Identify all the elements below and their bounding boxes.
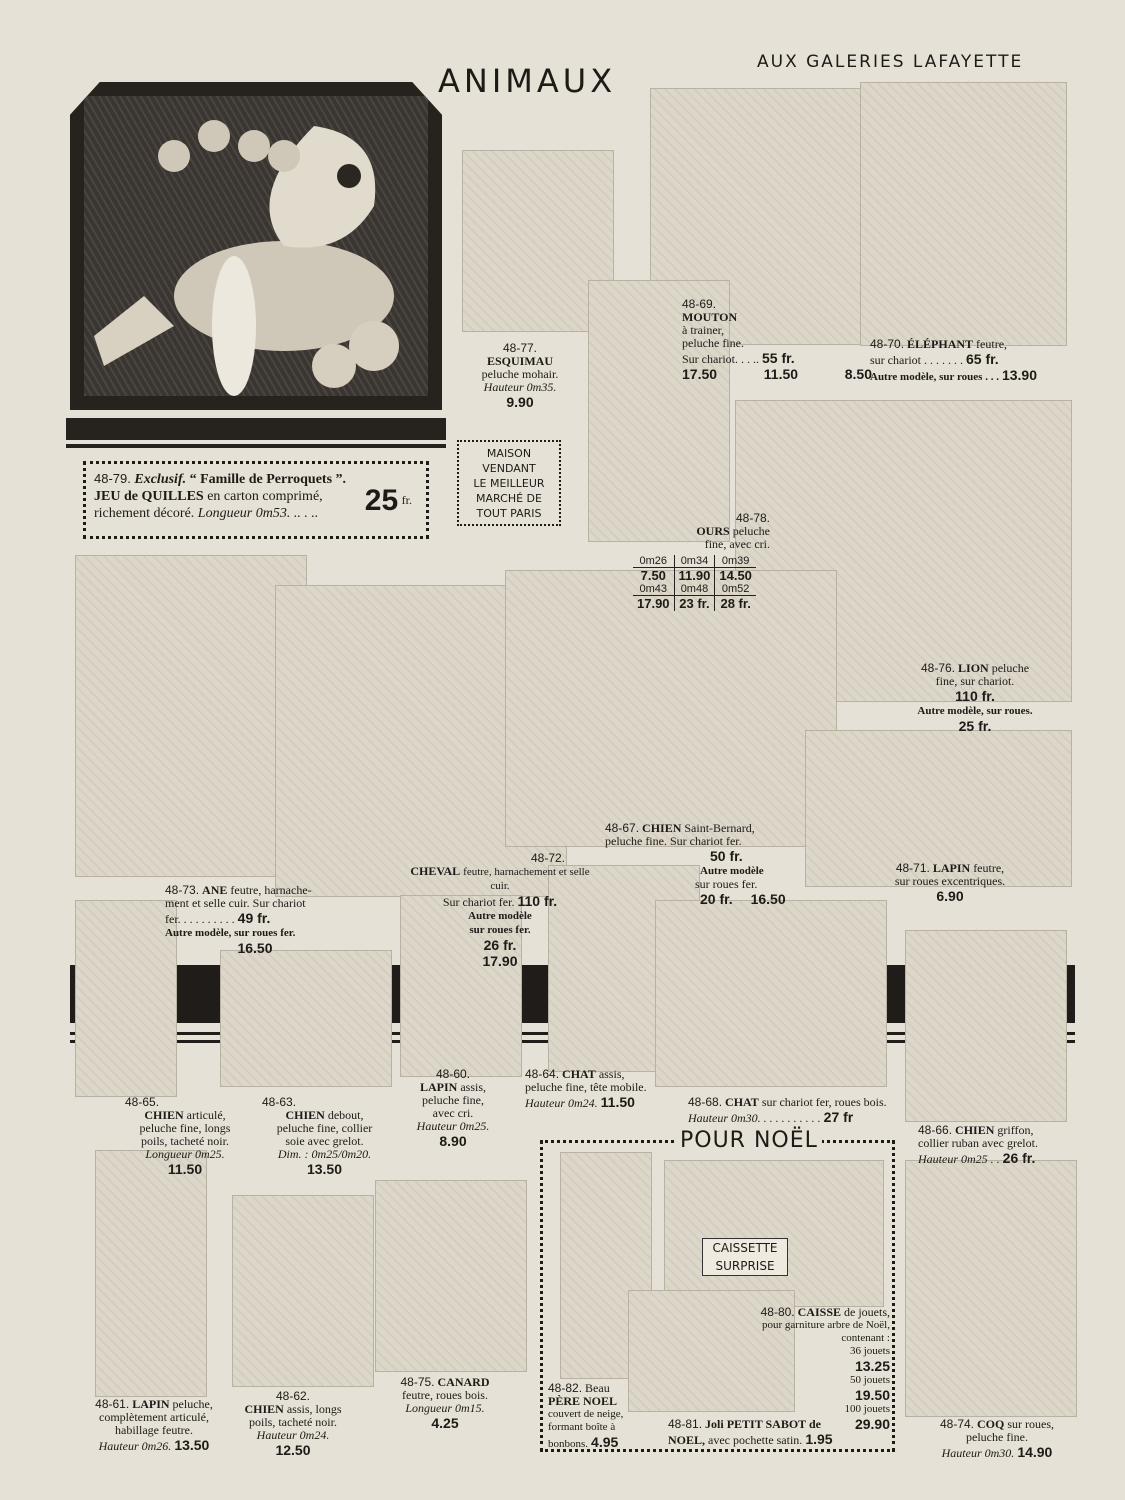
mouton-caption <box>682 297 872 382</box>
lapin-61-ref: 48-61. <box>95 1397 130 1411</box>
chien-63-desc2: peluche fine, collier <box>276 1121 373 1135</box>
lapin-61-caption <box>94 1398 214 1453</box>
lion-price2: 25 fr. <box>958 718 992 734</box>
coq-price: 14.90 <box>1017 1444 1053 1460</box>
parrot-illustration <box>84 96 428 396</box>
lion-desc3: Autre modèle, sur roues. <box>917 705 1033 717</box>
pere-noel-caption <box>548 1382 628 1451</box>
caisse-desc2: pour garniture arbre de Noël, <box>762 1319 890 1331</box>
caisse-row-3-label: 100 jouets <box>844 1403 890 1415</box>
cheval-price1: 110 fr. <box>517 893 558 909</box>
canard-size: Longueur 0m15. <box>405 1401 485 1415</box>
perroquets-longueur: Longueur 0m53. .. . .. <box>197 506 319 521</box>
caisse-desc1: de jouets, <box>844 1305 890 1319</box>
chien-63-desc1: debout, <box>327 1108 364 1122</box>
cheval-desc2: Sur chariot fer. <box>442 895 515 909</box>
chien-65-caption <box>125 1096 245 1177</box>
ane-caption <box>165 884 345 956</box>
coq-desc2: peluche fine. <box>966 1430 1028 1444</box>
dog-articulated-illustration <box>75 900 177 1097</box>
lapin-feutre-ref: 48-71. <box>895 861 930 875</box>
canard-desc1: feutre, roues bois. <box>402 1388 488 1402</box>
elephant-desc1: feutre, <box>976 337 1008 351</box>
cheval-name: CHEVAL <box>410 864 461 878</box>
lion-desc2: fine, sur chariot. <box>935 674 1015 688</box>
ours-size-4: 0m43 <box>639 583 668 595</box>
esquimau-desc: peluche mohair. <box>481 367 559 381</box>
ours-price-3: 14.50 <box>715 568 756 584</box>
coq-caption <box>922 1418 1072 1460</box>
ane-ref: 48-73. <box>165 883 200 897</box>
ours-price-1: 7.50 <box>633 568 674 584</box>
elephant-desc2: sur chariot . . . . . . . <box>870 353 963 367</box>
pere-noel-desc1: couvert de neige, <box>548 1408 624 1420</box>
chien-65-desc2: peluche fine, longs <box>139 1121 231 1135</box>
ours-caption <box>640 512 770 551</box>
esquimau-name: ESQUIMAU <box>486 354 553 368</box>
saint-bernard-desc3: Autre modèle <box>700 865 764 877</box>
mouton-ref: 48-69. <box>682 297 717 311</box>
ours-price-table <box>633 555 756 611</box>
chien-62-size: Hauteur 0m24. <box>256 1428 330 1442</box>
esquimau-ref: 48-77. <box>502 341 538 355</box>
cheval-ref: 48-72. <box>530 851 565 865</box>
lapin-60-name: LAPIN <box>419 1080 458 1094</box>
saint-bernard-desc4: sur roues fer. <box>695 877 758 891</box>
chien-62-ref: 48-62. <box>275 1389 311 1403</box>
pere-noel-desc2: formant boîte à <box>548 1421 616 1433</box>
caissette-illustration <box>664 1160 884 1307</box>
chien-63-desc3: soie avec grelot. <box>285 1134 364 1148</box>
mouton-price-1: 17.50 <box>682 366 718 382</box>
chat-68-ref: 48-68. <box>688 1095 723 1109</box>
caisse-row-2-price: 19.50 <box>854 1387 890 1403</box>
lapin-feutre-caption <box>875 862 1025 904</box>
caisse-caption <box>748 1306 890 1432</box>
lion-ref: 48-76. <box>920 661 956 675</box>
cheval-caption <box>405 852 595 969</box>
elephant-illustration <box>860 82 1067 346</box>
chien-63-size: Dim. : 0m25/0m20. <box>277 1147 372 1161</box>
caissette-text-2: SURPRISE <box>715 1259 775 1273</box>
chien-66-caption <box>918 1124 1088 1166</box>
sabot-desc: avec pochette satin. <box>708 1433 803 1447</box>
coq-desc1: sur roues, <box>1007 1417 1055 1431</box>
chien-62-desc1: assis, longs <box>286 1402 342 1416</box>
sabot-ref: 48-81. <box>668 1417 703 1431</box>
page-title: ANIMAUX <box>438 62 617 100</box>
lapin-60-caption <box>398 1068 508 1149</box>
chien-63-caption <box>262 1096 387 1177</box>
elephant-price2: 13.90 <box>1001 367 1037 383</box>
chien-66-desc1: griffon, <box>997 1123 1034 1137</box>
caisse-row-1-label: 36 jouets <box>849 1345 890 1357</box>
cheval-desc3: Autre modèle <box>468 910 532 922</box>
maison-line-1: MAISON <box>486 447 532 460</box>
perroquets-caption-box <box>83 461 429 539</box>
cheval-price2: 26 fr. <box>483 937 517 953</box>
chat-68-size: Hauteur 0m30. . . . . . . . . . . <box>688 1111 821 1125</box>
lion-caption <box>895 662 1055 734</box>
esquimau-price: 9.90 <box>506 394 534 410</box>
store-name: AUX GALERIES LAFAYETTE <box>757 52 1024 72</box>
saint-bernard-name: CHIEN <box>642 821 682 835</box>
pere-noel-beau: Beau <box>585 1381 610 1395</box>
perroquets-line3: richement décoré. <box>94 506 195 521</box>
sabot-caption <box>668 1418 878 1447</box>
perroquets-name: “ Famille de Perroquets ”. <box>189 472 347 487</box>
mouton-desc2: peluche fine. <box>682 336 744 350</box>
perroquets-exclusif: Exclusif. <box>134 472 187 487</box>
chien-62-caption <box>238 1390 348 1458</box>
ane-desc3: fer. . . . . . . . . . <box>165 912 235 926</box>
saint-bernard-desc1: Saint-Bernard, <box>684 821 755 835</box>
chien-62-desc2: poils, tacheté noir. <box>249 1415 337 1429</box>
ane-desc2: ment et selle cuir. Sur chariot <box>165 896 306 910</box>
chien-65-desc3: poils, tacheté noir. <box>141 1134 229 1148</box>
ours-size-1: 0m26 <box>639 555 668 567</box>
coq-name: COQ <box>977 1417 1005 1431</box>
chien-62-name: CHIEN <box>244 1402 284 1416</box>
caisse-row-3-price: 29.90 <box>854 1416 890 1432</box>
lapin-60-ref: 48-60. <box>435 1067 471 1081</box>
elephant-price1: 65 fr. <box>965 351 999 367</box>
caisse-name: CAISSE <box>797 1305 841 1319</box>
lapin-60-price: 8.90 <box>439 1133 467 1149</box>
perroquets-line2-bold: JEU de QUILLES <box>94 489 204 504</box>
chien-65-size: Longueur 0m25. <box>145 1147 225 1161</box>
ane-price2: 16.50 <box>237 940 273 956</box>
chien-66-name: CHIEN <box>955 1123 995 1137</box>
chat-64-name: CHAT <box>562 1067 596 1081</box>
ane-desc4: Autre modèle, sur roues fer. <box>165 927 296 939</box>
lapin-60-desc2: peluche fine, <box>422 1093 484 1107</box>
caisse-row-2-label: 50 jouets <box>849 1374 890 1386</box>
coq-size: Hauteur 0m30. <box>941 1446 1015 1460</box>
lapin-61-desc3: habillage feutre. <box>115 1423 193 1437</box>
ours-ref: 48-78. <box>735 511 770 525</box>
maison-line-4: MARCHÉ DE <box>476 492 542 505</box>
chat-68-desc1: sur chariot fer, roues bois. <box>761 1095 887 1109</box>
canard-caption <box>380 1376 510 1431</box>
cheval-desc1: feutre, harnachement et selle cuir. <box>463 866 590 892</box>
mouton-desc3: Sur chariot. . . .. <box>682 352 759 366</box>
saint-bernard-desc2: peluche fine. Sur chariot fer. <box>605 834 742 848</box>
chien-63-price: 13.50 <box>306 1161 343 1177</box>
chien-63-name: CHIEN <box>285 1108 325 1122</box>
saint-bernard-caption <box>605 822 795 907</box>
sabot-name2: NOEL, <box>668 1433 706 1447</box>
mouton-name: MOUTON <box>682 310 738 324</box>
canard-name: CANARD <box>437 1375 490 1389</box>
chat-64-ref: 48-64. <box>525 1067 560 1081</box>
chat-64-desc2: peluche fine, tête mobile. <box>525 1080 647 1094</box>
parrot-base-line <box>66 444 446 448</box>
maison-line-2: VENDANT <box>482 462 536 475</box>
chien-65-price: 11.50 <box>167 1161 203 1177</box>
dog-standing-illustration <box>220 950 392 1087</box>
ane-price1: 49 fr. <box>237 910 271 926</box>
mouton-price-2: 11.50 <box>763 366 799 382</box>
chien-66-desc2: collier ruban avec grelot. <box>918 1136 1038 1150</box>
ours-size-3: 0m39 <box>715 555 756 568</box>
coq-ref: 48-74. <box>939 1417 974 1431</box>
perroquets-ref: 48-79. <box>94 471 131 486</box>
caisse-desc3: contenant : <box>841 1332 890 1344</box>
lapin-60-desc3: avec cri. <box>432 1106 474 1120</box>
ours-price-2: 11.90 <box>674 568 715 584</box>
mouton-price: 55 fr. <box>762 350 795 366</box>
chat-68-price: 27 fr <box>823 1109 854 1125</box>
sabot-price: 1.95 <box>805 1431 833 1447</box>
donkey-illustration <box>75 555 307 877</box>
saint-bernard-illustration <box>505 570 837 847</box>
elephant-ref: 48-70. <box>870 337 905 351</box>
chat-68-name: CHAT <box>725 1095 759 1109</box>
lion-price1: 110 fr. <box>955 688 995 704</box>
chat-64-desc1: assis, <box>598 1067 625 1081</box>
lapin-61-price: 13.50 <box>174 1437 210 1453</box>
pere-noel-price: 4.95 <box>591 1434 619 1450</box>
canard-ref: 48-75. <box>400 1375 435 1389</box>
caissette-label <box>702 1238 788 1276</box>
maison-line-3: LE MEILLEUR <box>473 477 545 490</box>
chat-64-size: Hauteur 0m24. <box>525 1096 598 1110</box>
esquimau-size: Hauteur 0m35. <box>483 380 557 394</box>
lapin-61-desc1: peluche, <box>172 1397 213 1411</box>
dressed-rabbit-illustration <box>95 1150 207 1397</box>
saint-bernard-ref: 48-67. <box>605 821 640 835</box>
ours-size-5: 0m48 <box>674 583 715 596</box>
chien-65-name: CHIEN <box>144 1108 184 1122</box>
ours-price-4: 17.90 <box>633 596 674 612</box>
duck-illustration <box>375 1180 527 1372</box>
ours-desc1: peluche <box>732 524 770 538</box>
chien-63-ref: 48-63. <box>262 1095 297 1109</box>
cheval-desc4: sur roues fer. <box>469 924 531 936</box>
chat-64-caption <box>525 1068 685 1110</box>
sabot-name: Joli PETIT SABOT de <box>705 1417 821 1431</box>
rooster-illustration <box>905 1160 1077 1417</box>
perroquets-unit: fr. <box>401 493 412 507</box>
pere-noel-desc3: bonbons. <box>548 1438 589 1450</box>
ours-name: OURS <box>696 524 730 538</box>
lapin-feutre-desc2: sur roues excentriques. <box>894 874 1006 888</box>
pere-noel-ref: 48-82. <box>548 1381 583 1395</box>
pere-noel-name: PÈRE NOEL <box>548 1394 618 1408</box>
caisse-row-1-price: 13.25 <box>854 1358 890 1374</box>
maison-line-5: TOUT PARIS <box>476 507 542 520</box>
mouton-price-3: 8.50 <box>844 366 872 382</box>
lapin-61-size: Hauteur 0m26. <box>98 1439 172 1453</box>
lapin-61-desc2: complètement articulé, <box>99 1410 209 1424</box>
elephant-name: ÉLÉPHANT <box>907 337 974 351</box>
caissette-text-1: CAISSETTE <box>712 1241 778 1255</box>
chien-66-price: 26 fr. <box>1002 1150 1036 1166</box>
ours-size-6: 0m52 <box>715 583 756 596</box>
lion-name: LION <box>958 661 989 675</box>
dog-seated-illustration <box>232 1195 374 1387</box>
cat-wheels-illustration <box>655 900 887 1087</box>
ane-desc1: feutre, harnache- <box>230 883 312 897</box>
lapin-feutre-price: 6.90 <box>936 888 964 904</box>
ours-price-5: 23 fr. <box>674 596 715 612</box>
maison-box <box>457 440 561 526</box>
saint-bernard-price3: 16.50 <box>750 891 786 907</box>
saint-bernard-price2: 20 fr. <box>700 891 733 907</box>
elephant-desc3: Autre modèle, sur roues . . . <box>870 371 999 383</box>
lapin-60-size: Hauteur 0m25. <box>416 1119 490 1133</box>
chien-65-desc1: articulé, <box>186 1108 226 1122</box>
caisse-ref: 48-80. <box>760 1305 795 1319</box>
griffon-illustration <box>905 930 1067 1122</box>
parrot-illustration-frame <box>70 82 442 410</box>
lion-desc1: peluche <box>991 661 1030 675</box>
chat-64-price: 11.50 <box>600 1094 635 1110</box>
chien-62-price: 12.50 <box>275 1442 311 1458</box>
lapin-61-name: LAPIN <box>132 1397 170 1411</box>
saint-bernard-price1: 50 fr. <box>710 848 743 864</box>
ours-size-2: 0m34 <box>674 555 715 568</box>
lapin-feutre-name: LAPIN <box>932 861 971 875</box>
mouton-desc1: à trainer, <box>682 323 725 337</box>
lapin-feutre-desc1: feutre, <box>973 861 1005 875</box>
elephant-caption <box>870 338 1070 384</box>
canard-price: 4.25 <box>431 1415 459 1431</box>
chat-68-caption <box>688 1096 888 1125</box>
chien-66-size: Hauteur 0m25 . . <box>918 1152 1000 1166</box>
parrot-base-stripe <box>66 418 446 440</box>
ours-desc2: fine, avec cri. <box>704 537 770 551</box>
ours-price-6: 28 fr. <box>715 596 756 612</box>
chien-65-ref: 48-65. <box>125 1095 160 1109</box>
ane-name: ANE <box>202 883 228 897</box>
pour-noel-title: POUR NOËL <box>676 1128 822 1153</box>
perroquets-price: 25 <box>364 484 399 517</box>
esquimau-caption <box>460 342 580 410</box>
lapin-60-desc1: assis, <box>460 1080 486 1094</box>
perroquets-line2-rest: en carton comprimé, <box>207 489 323 504</box>
chien-66-ref: 48-66. <box>918 1123 953 1137</box>
cheval-price3: 17.90 <box>482 953 518 969</box>
